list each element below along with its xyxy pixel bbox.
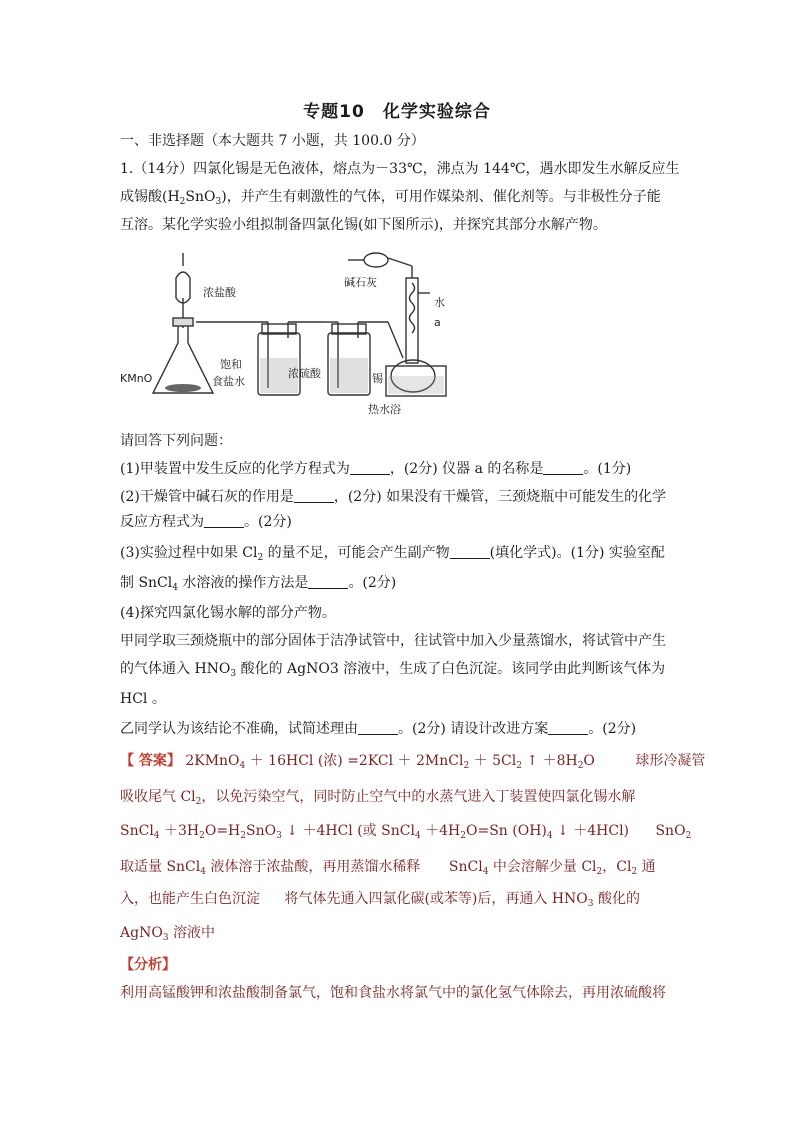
text: 球形冷凝管 bbox=[635, 753, 706, 769]
label-brine-1: 饱和 bbox=[220, 358, 242, 371]
flask-outline bbox=[153, 323, 213, 393]
subscript: 2 bbox=[577, 761, 584, 771]
subscript: 3 bbox=[230, 669, 237, 679]
subscript: 2 bbox=[631, 867, 638, 877]
text: 制 SnCl bbox=[120, 575, 173, 591]
prompt: 请回答下列问题： bbox=[120, 433, 232, 449]
text: 乙同学认为该结论不准确，试简述理由 bbox=[120, 721, 358, 737]
answer-blank bbox=[548, 720, 588, 735]
subscript: 2 bbox=[516, 761, 522, 771]
part-3-cont bbox=[120, 573, 396, 593]
part-4-line-3: HCl 。 bbox=[120, 691, 166, 707]
text: SnCl bbox=[448, 859, 483, 875]
text: ，以免污染空气，同时防止空气中的水蒸气进入丁装置使四氯化锡水解 bbox=[201, 789, 636, 805]
text: 取适量 SnCl bbox=[120, 859, 201, 875]
text: 的气体通入 HNO bbox=[120, 661, 231, 677]
answer-blank bbox=[543, 460, 583, 475]
text: 入，也能产生白色沉淀 bbox=[120, 891, 260, 907]
text: 反应方程式为 bbox=[120, 514, 204, 530]
label-h2so4: 浓硫酸 bbox=[288, 367, 321, 380]
subscript: 4 bbox=[239, 761, 246, 771]
text: ↑ ＋8H bbox=[521, 753, 578, 769]
subscript: 2 bbox=[460, 831, 466, 841]
subscript: 4 bbox=[153, 831, 160, 841]
text: 。(2分) bbox=[348, 575, 397, 591]
analysis-line-1: 利用高锰酸钾和浓盐酸制备氯气，饱和食盐水将氯气中的氯化氢气体除去，再用浓硫酸将 bbox=[120, 985, 666, 1001]
text: (2)干燥管中碱石灰的作用是 bbox=[120, 489, 294, 505]
answer-tag: 【 答案】 bbox=[120, 753, 181, 769]
label-tin: 锡 bbox=[372, 372, 383, 385]
text: (1)甲装置中发生反应的化学方程式为 bbox=[120, 461, 350, 477]
text: ↓ ＋4HCl) bbox=[552, 823, 630, 839]
text: ＋ 16HCl (浓) =2KCl ＋ 2MnCl bbox=[245, 753, 464, 769]
subscript: 3 bbox=[215, 197, 222, 207]
q1-line-1: 1.（14分）四氯化锡是无色液体，熔点为－33℃，沸点为 144℃，遇水即发生水解反应生 bbox=[120, 161, 680, 177]
section-heading: 一、非选择题（本大题共 7 小题，共 100.0 分） bbox=[120, 133, 425, 149]
part-2-cont bbox=[120, 512, 292, 532]
part-4: (4)探究四氯化锡水解的部分产物。 bbox=[120, 605, 336, 621]
label-a: a bbox=[434, 316, 441, 329]
text: ，Cl bbox=[602, 859, 632, 875]
text: AgNO bbox=[120, 925, 163, 941]
text: ，(2分) 仪器 a 的名称是 bbox=[389, 461, 544, 477]
subscript: 4 bbox=[546, 831, 553, 841]
text: 液体溶于浓盐酸，再用蒸馏水稀释 bbox=[205, 859, 421, 875]
text: ＋ 5Cl bbox=[469, 753, 517, 769]
subscript: 3 bbox=[276, 831, 282, 841]
text: SnO bbox=[246, 823, 277, 839]
subscript: 2 bbox=[179, 197, 186, 207]
part-2 bbox=[120, 487, 666, 507]
part-4-line-1: 甲同学取三颈烧瓶中的部分固体于洁净试管中，往试管中加入少量蒸馏水，将试管中产生 bbox=[120, 633, 666, 649]
text: ＋4H bbox=[420, 823, 461, 839]
q1-text: 成锡酸(H bbox=[120, 189, 180, 205]
answer-blank bbox=[450, 544, 490, 559]
subscript: 3 bbox=[587, 899, 594, 909]
answer-blank bbox=[358, 720, 398, 735]
subscript: 2 bbox=[240, 831, 246, 841]
q1-text: )，并产生有刺激性的气体，可用作媒染剂、催化剂等。与非极性分子能 bbox=[221, 189, 661, 205]
label-kmno4: KMnO bbox=[120, 372, 153, 385]
label-lime: 碱石灰 bbox=[344, 276, 377, 289]
text: 吸收尾气 Cl bbox=[120, 789, 196, 805]
q1-text: SnO bbox=[185, 189, 216, 205]
subscript: 2 bbox=[199, 831, 205, 841]
answer-blank bbox=[294, 488, 334, 503]
q1-line-3: 互溶。某化学实验小组拟制备四氯化锡(如下图所示)，并探究其部分水解产物。 bbox=[120, 217, 607, 233]
analysis-label: 【分析】 bbox=[120, 957, 176, 973]
part-4-line-4 bbox=[120, 719, 636, 739]
label-hcl: 浓盐酸 bbox=[203, 286, 236, 299]
text: 酸化的 bbox=[593, 891, 640, 907]
subscript: 4 bbox=[414, 831, 421, 841]
text: 。(2分) bbox=[588, 721, 637, 737]
text: ↓ ＋4HCl (或 SnCl bbox=[281, 823, 415, 839]
text: 2KMnO bbox=[185, 753, 240, 769]
subscript: 2 bbox=[685, 831, 692, 841]
subscript: 2 bbox=[596, 867, 603, 877]
label-bath: 热水浴 bbox=[368, 403, 401, 416]
subscript: 4 bbox=[482, 867, 489, 877]
part-3 bbox=[120, 543, 665, 563]
text: (填化学式)。(1分) 实验室配 bbox=[489, 545, 665, 561]
text: 溶液中 bbox=[168, 925, 215, 941]
answer-blank bbox=[204, 513, 244, 528]
analysis-tag bbox=[120, 955, 176, 975]
q1-line-2 bbox=[120, 187, 661, 207]
text: 酸化的 AgNO3 溶液中，生成了白色沉淀。该同学由此判断该气体为 bbox=[236, 661, 666, 677]
text: 将气体先通入四氯化碳(或苯等)后，再通入 HNO bbox=[284, 891, 588, 907]
subscript: 3 bbox=[162, 933, 169, 943]
answer-line-4 bbox=[120, 857, 656, 877]
text: SnO bbox=[655, 823, 686, 839]
text: ＋3H bbox=[159, 823, 200, 839]
page-title: 专题10 化学实验综合 bbox=[303, 102, 491, 122]
text: 水溶液的操作方法是 bbox=[177, 575, 309, 591]
text: O bbox=[583, 753, 595, 769]
part-1 bbox=[120, 459, 631, 479]
text: SnCl bbox=[120, 823, 154, 839]
subscript: 2 bbox=[195, 797, 202, 807]
subscript: 4 bbox=[172, 583, 178, 593]
part-4-line-2 bbox=[120, 659, 665, 679]
text: ，(2分) 如果没有干燥管，三颈烧瓶中可能发生的化学 bbox=[333, 489, 667, 505]
answer-line-1 bbox=[120, 751, 705, 771]
label-brine-2: 食盐水 bbox=[212, 375, 245, 388]
text: O=H bbox=[204, 823, 241, 839]
text: 通 bbox=[637, 859, 656, 875]
text: 的量不足，可能会产生副产物 bbox=[263, 545, 450, 561]
text: 。(1分) bbox=[583, 461, 632, 477]
answer-line-5 bbox=[120, 889, 640, 909]
apparatus-diagram bbox=[118, 248, 458, 418]
answer-blank bbox=[350, 460, 390, 475]
answer-line-3 bbox=[120, 821, 691, 841]
subscript: 4 bbox=[200, 867, 206, 877]
condenser bbox=[406, 278, 418, 363]
text: (3)实验过程中如果 Cl bbox=[120, 545, 258, 561]
subscript: 2 bbox=[463, 761, 470, 771]
text: 。(2分) bbox=[244, 514, 292, 530]
answer-blank bbox=[308, 574, 348, 589]
subscript: 2 bbox=[257, 553, 264, 563]
text: 。(2分) 请设计改进方案 bbox=[398, 721, 549, 737]
text: O=Sn (OH) bbox=[465, 823, 547, 839]
answer-line-6 bbox=[120, 923, 215, 943]
label-water: 水 bbox=[434, 296, 445, 309]
answer-line-2 bbox=[120, 787, 635, 807]
drying-tube bbox=[364, 253, 388, 267]
text: 中会溶解少量 Cl bbox=[488, 859, 597, 875]
